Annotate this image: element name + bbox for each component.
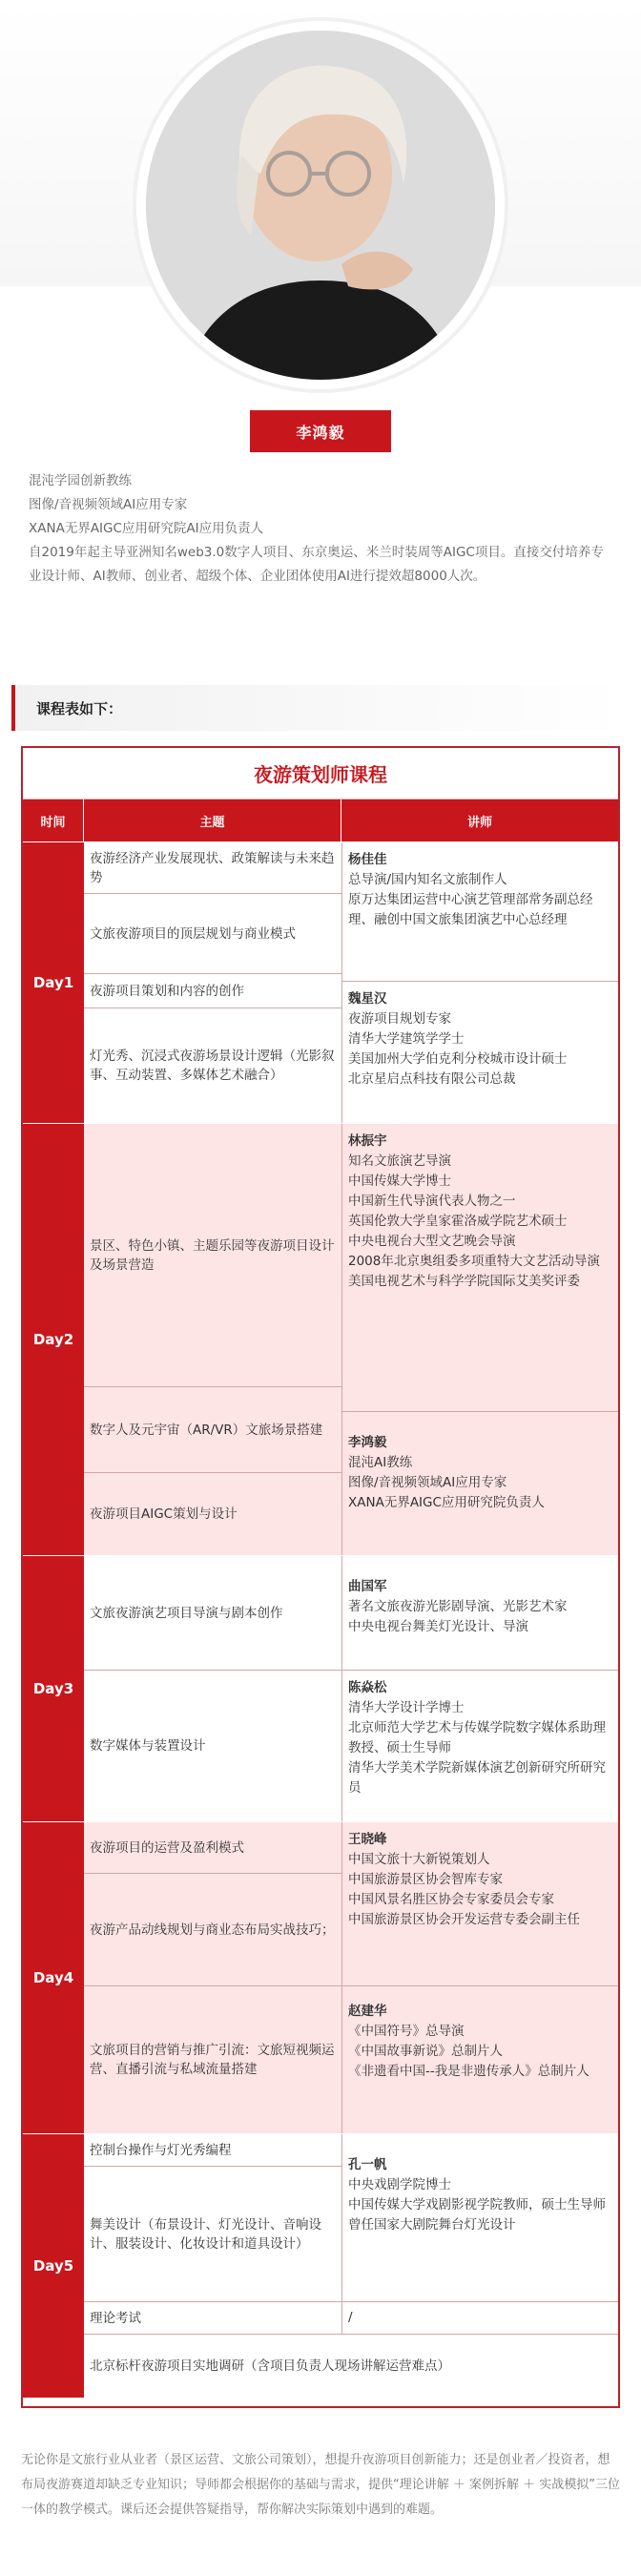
- topic-cell: 文旅夜游项目的顶层规划与商业模式: [84, 894, 341, 974]
- teacher-cell: [342, 982, 618, 1123]
- day-teachers: [341, 842, 618, 1123]
- header-topic: 主题: [84, 800, 341, 841]
- day-teachers: [341, 2134, 618, 2335]
- teacher-name: 杨佳佳: [348, 852, 387, 867]
- avatar: [146, 31, 495, 380]
- day-label: Day3: [23, 1556, 84, 1821]
- teacher-detail: 《非遗看中国--我是非遗传承人》总制片人: [348, 2064, 589, 2079]
- teacher-detail: 2008年北京奥组委多项重特大文艺活动导演: [348, 1254, 600, 1269]
- course-title: 夜游策划师课程: [23, 748, 618, 800]
- course-table: [21, 746, 620, 2408]
- day-teachers: [341, 1822, 618, 2133]
- bio-line: 混沌学园创新教练: [29, 473, 132, 488]
- day-body: [84, 2134, 618, 2398]
- teacher-detail: 中国文旅十大新锐策划人: [348, 1852, 490, 1867]
- teacher-detail: 北京星启点科技有限公司总裁: [348, 1071, 516, 1087]
- teacher-detail: 《中国故事新说》总制片人: [348, 2044, 503, 2059]
- teacher-detail: 著名文旅夜游光影剧导演、光影艺术家: [348, 1599, 568, 1614]
- day-row: [23, 1821, 618, 2133]
- teacher-detail: 图像/音视频领域AI应用专家: [348, 1475, 507, 1490]
- day-row: [23, 2133, 618, 2398]
- day-grid: [84, 2134, 618, 2335]
- teacher-detail: 北京师范大学艺术与传媒学院数字媒体系助理教授、硕士生导师: [348, 1720, 606, 1755]
- topic-cell: 数字媒体与装置设计: [84, 1671, 341, 1821]
- teacher-detail: 中国传媒大学戏剧影视学院教师，硕士生导师: [348, 2197, 606, 2212]
- day-topics: [84, 2134, 341, 2335]
- topic-cell: 舞美设计（布景设计、灯光设计、音响设计、服装设计、化妆设计和道具设计）: [84, 2167, 341, 2302]
- day-label: Day1: [23, 842, 84, 1123]
- day-topics: [84, 1124, 341, 1555]
- teacher-detail: 清华大学美术学院新媒体演艺创新研究所研究员: [348, 1760, 606, 1796]
- speaker-photo: [146, 31, 495, 380]
- teacher-name: 王晓峰: [348, 1832, 387, 1847]
- teacher-cell: [342, 1412, 618, 1555]
- teacher-detail: 中国传媒大学博士: [348, 1174, 451, 1189]
- teacher-detail: 英国伦敦大学皇家霍洛威学院艺术硕士: [348, 1214, 568, 1229]
- teacher-detail: XANA无界AIGC应用研究院负责人: [348, 1495, 545, 1510]
- day-row: [23, 1555, 618, 1821]
- teacher-detail: 夜游项目规划专家: [348, 1011, 451, 1027]
- teacher-name: 林振宇: [348, 1133, 387, 1149]
- topic-cell: 夜游项目策划和内容的创作: [84, 974, 341, 1008]
- footnote-text: 无论你是文旅行业从业者（景区运营、文旅公司策划），想提升夜游项目创新能力；还是创业者／投资者，想布局夜游赛道却缺乏专业知识；导师都会根据你的基础与需求，提供“理论讲解 ＋ 案例拆解 ＋ 实战模拟”三位一体的教学模式。课后还会提供答疑指导，帮你解决实际策划中遇到的难题。: [21, 2453, 620, 2517]
- topic-cell: 理论考试: [84, 2302, 341, 2335]
- topic-cell: 数字人及元宇宙（AR/VR）文旅场景搭建: [84, 1387, 341, 1473]
- teacher-name: 孔一帆: [348, 2157, 387, 2172]
- teacher-detail: 清华大学设计学博士: [348, 1700, 465, 1715]
- teacher-name: 魏星汉: [348, 991, 387, 1007]
- teacher-name: 曲国军: [348, 1579, 387, 1594]
- teacher-detail: 美国电视艺术与科学学院国际艾美奖评委: [348, 1274, 580, 1289]
- teacher-detail: 曾任国家大剧院舞台灯光设计: [348, 2217, 516, 2233]
- teacher-detail: 中国旅游景区协会智库专家: [348, 1872, 503, 1887]
- topic-cell: 文旅项目的营销与推广引流：文旅短视频运营、直播引流与私域流量搭建: [84, 1986, 341, 2133]
- teacher-detail: 混沌AI教练: [348, 1455, 413, 1470]
- topic-cell: 夜游项目AIGC策划与设计: [84, 1473, 341, 1555]
- speaker-avatar-frame: [136, 21, 505, 389]
- teacher-cell: [342, 1822, 618, 1986]
- topic-cell: 控制台操作与灯光秀编程: [84, 2134, 341, 2167]
- teacher-name: 陈焱松: [348, 1680, 387, 1695]
- bio-line: 自2019年起主导亚洲知名web3.0数字人项目、东京奥运、米兰时装周等AIGC项目。直接交付培养专业设计师、AI教师、创业者、超级个体、企业团体使用AI进行提效超8000人次。: [29, 545, 604, 584]
- day-topics: [84, 1822, 341, 2133]
- teacher-detail: 中央电视台舞美灯光设计、导演: [348, 1619, 528, 1634]
- section-title: 课程表如下：: [11, 685, 630, 731]
- teacher-detail: 清华大学建筑学学士: [348, 1031, 465, 1047]
- topic-cell: 夜游经济产业发展现状、政策解读与未来趋势: [84, 842, 341, 894]
- teacher-cell: [342, 1124, 618, 1412]
- teacher-cell: [342, 842, 618, 982]
- day-topics: [84, 842, 341, 1123]
- teacher-detail: 原万达集团运营中心演艺管理部常务副总经理、融创中国文旅集团演艺中心总经理: [348, 892, 593, 927]
- topic-cell: 景区、特色小镇、主题乐园等夜游项目设计及场景营造: [84, 1124, 341, 1387]
- bio-line: XANA无界AIGC应用研究院AI应用负责人: [29, 521, 264, 536]
- day-topics: [84, 1556, 341, 1821]
- teacher-cell: [342, 2302, 618, 2335]
- teacher-detail: 中国旅游景区协会开发运营专委会副主任: [348, 1912, 580, 1927]
- teacher-detail: 中央电视台大型文艺晚会导演: [348, 1234, 516, 1249]
- teacher-cell: [342, 1556, 618, 1671]
- teacher-cell: [342, 1671, 618, 1821]
- teacher-detail: 中国新生代导演代表人物之一: [348, 1194, 516, 1209]
- teacher-detail: /: [348, 2310, 353, 2325]
- day-row: [23, 841, 618, 1123]
- table-header: [23, 800, 618, 841]
- speaker-name: 李鸿毅: [250, 410, 391, 452]
- teacher-cell: [342, 1986, 618, 2133]
- topic-cell: 灯光秀、沉浸式夜游场景设计逻辑（光影叙事、互动装置、多媒体艺术融合）: [84, 1008, 341, 1123]
- teacher-name: 李鸿毅: [348, 1435, 387, 1450]
- topic-cell: 夜游项目的运营及盈利模式: [84, 1822, 341, 1874]
- topic-cell: 文旅夜游演艺项目导演与剧本创作: [84, 1556, 341, 1671]
- teacher-detail: 知名文旅演艺导演: [348, 1153, 451, 1169]
- topic-cell: 夜游产品动线规划与商业态布局实战技巧；: [84, 1874, 341, 1986]
- header-teacher: 讲师: [341, 800, 618, 841]
- day-label: Day4: [23, 1822, 84, 2133]
- day-label: Day5: [23, 2134, 84, 2398]
- teacher-detail: 中国风景名胜区协会专家委员会专家: [348, 1892, 554, 1907]
- header-time: 时间: [23, 800, 84, 841]
- day-label: Day2: [23, 1124, 84, 1555]
- teacher-detail: 美国加州大学伯克利分校城市设计硕士: [348, 1051, 568, 1067]
- teacher-detail: 《中国符号》总导演: [348, 2024, 465, 2039]
- teacher-name: 赵建华: [348, 2004, 387, 2019]
- teacher-cell: [342, 2134, 618, 2302]
- teacher-detail: 中央戏剧学院博士: [348, 2177, 451, 2192]
- bio-line: 图像/音视频领域AI应用专家: [29, 497, 188, 512]
- day-teachers: [341, 1124, 618, 1555]
- footer-topic-cell: 北京标杆夜游项目实地调研（含项目负责人现场讲解运营难点）: [84, 2335, 618, 2398]
- speaker-bio: [29, 469, 612, 589]
- day-teachers: [341, 1556, 618, 1821]
- day-row: [23, 1123, 618, 1555]
- teacher-detail: 总导演/国内知名文旅制作人: [348, 872, 507, 887]
